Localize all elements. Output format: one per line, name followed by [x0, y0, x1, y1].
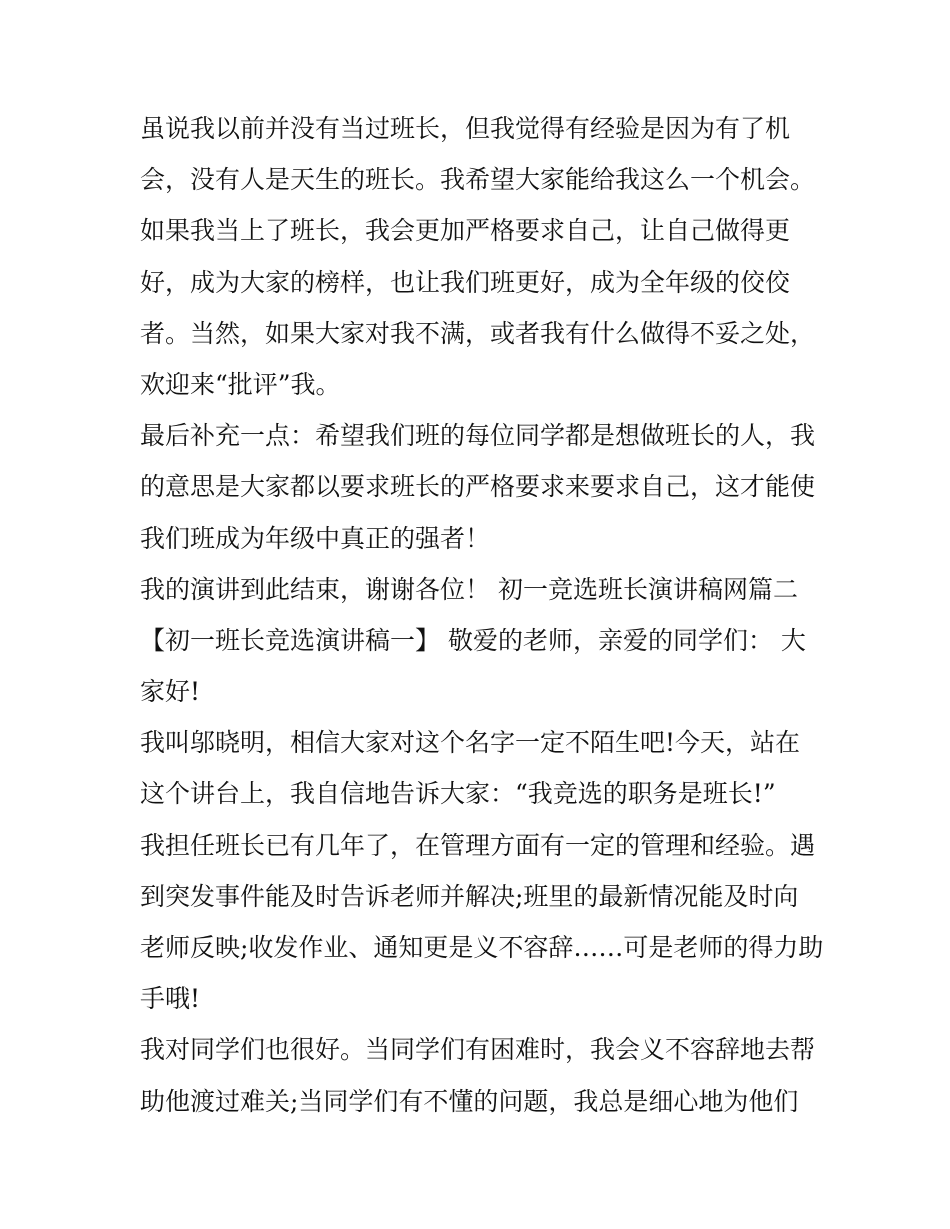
- text-line: 我的演讲到此结束，谢谢各位！ 初一竞选班长演讲稿网篇二: [140, 574, 798, 604]
- text-line: 助他渡过难关;当同学们有不懂的问题，我总是细心地为他们: [140, 1086, 799, 1116]
- text-line: 会，没有人是天生的班长。我希望大家能给我这么一个机会。: [140, 165, 816, 195]
- text-line: 我叫邬晓明，相信大家对这个名字一定不陌生吧!今天，站在: [140, 728, 801, 758]
- text-line: 如果我当上了班长，我会更加严格要求自己，让自己做得更: [140, 216, 791, 246]
- text-line: 我担任班长已有几年了，在管理方面有一定的管理和经验。遇: [140, 830, 816, 860]
- text-line: 到突发事件能及时告诉老师并解决;班里的最新情况能及时向: [140, 881, 799, 911]
- text-line: 这个讲台上，我自信地告诉大家：“我竞选的职务是班长!”: [140, 779, 776, 809]
- text-line: 【初一班长竞选演讲稿一】 敬爱的老师，亲爱的同学们： 大: [140, 625, 806, 655]
- document-body: [140, 103, 824, 1127]
- text-line: 欢迎来“批评”我。: [140, 369, 341, 399]
- text-line: 最后补充一点：希望我们班的每位同学都是想做班长的人，我: [140, 421, 816, 451]
- text-line: 我们班成为年级中真正的强者！: [140, 523, 491, 553]
- text-line: 的意思是大家都以要求班长的严格要求来要求自己，这才能使: [140, 472, 816, 502]
- text-line: 老师反映;收发作业、通知更是义不容辞……可是老师的得力助: [140, 933, 824, 962]
- text-line: 者。当然，如果大家对我不满，或者我有什么做得不妥之处，: [140, 318, 816, 348]
- text-line: 手哦!: [140, 984, 201, 1014]
- text-line: 虽说我以前并没有当过班长，但我觉得有经验是因为有了机: [140, 114, 791, 143]
- text-line: 好，成为大家的榜样，也让我们班更好，成为全年级的佼佼: [140, 267, 791, 297]
- text-line: 家好!: [140, 677, 201, 707]
- text-line: 我对同学们也很好。当同学们有困难时，我会义不容辞地去帮: [140, 1035, 816, 1065]
